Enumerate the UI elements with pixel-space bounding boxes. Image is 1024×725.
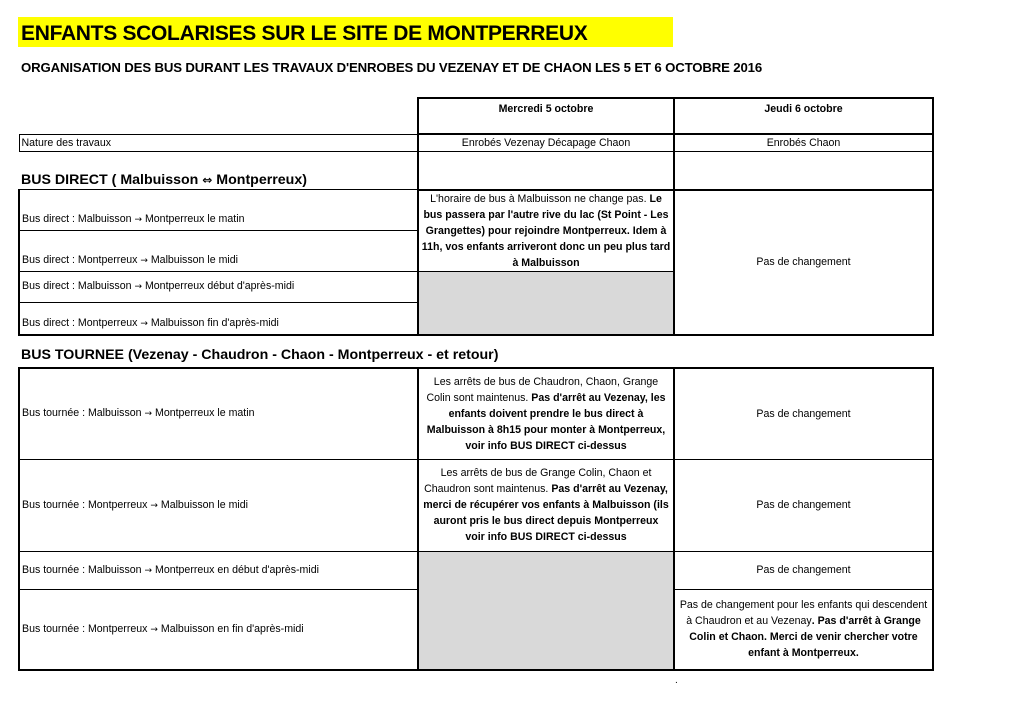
- footer-mark: .: [675, 675, 678, 686]
- page-subtitle: ORGANISATION DES BUS DURANT LES TRAVAUX D'ENROBES DU VEZENAY ET DE CHAON LES 5 ET 6 OCTOBRE 2016: [21, 60, 763, 75]
- gray-cell: [418, 551, 674, 670]
- bus-tournee-r1-jeudi: Pas de changement: [674, 368, 933, 459]
- right-arrow-icon: →: [150, 624, 158, 635]
- bus-direct-table: [18, 97, 934, 336]
- bus-tournee-r2-mercredi: Les arrêts de bus de Grange Colin, Chaon et Chaudron sont maintenus. Pas d'arrêt au Vezenay, merci de récupérer vos enfants à Malbuisson (ils auront pris le bus direct depuis Montperreux voir info BUS DIRECT ci-dessus: [418, 459, 674, 551]
- bidirectional-arrow-icon: ⇔: [202, 173, 213, 187]
- bus-direct-heading: [19, 152, 418, 190]
- gray-cell: [418, 271, 674, 335]
- bus-direct-heading-a: BUS DIRECT ( Malbuisson: [21, 172, 203, 188]
- bus-tournee-table: [18, 367, 934, 671]
- header-mercredi: Mercredi 5 octobre: [418, 98, 674, 134]
- empty-cell: [418, 152, 674, 190]
- nature-label: Nature des travaux: [19, 134, 418, 152]
- bus-direct-heading-b: Montperreux): [212, 172, 307, 188]
- empty-cell: [674, 152, 933, 190]
- bus-tournee-r4-jeudi: Pas de changement pour les enfants qui descendent à Chaudron et au Vezenay. Pas d'arrêt à Grange Colin et Chaon. Merci de venir chercher votre enfant à Montperreux.: [674, 589, 933, 670]
- right-arrow-icon: →: [140, 319, 148, 329]
- bus-direct-row-4: Bus direct : Montperreux → Malbuisson fin d'après-midi: [19, 302, 418, 335]
- bus-direct-row-3: Bus direct : Malbuisson → Montperreux début d'après-midi: [19, 271, 418, 302]
- bus-tournee-row-3: Bus tournée : Malbuisson → Montperreux en début d'après-midi: [19, 551, 418, 589]
- bus-direct-jeudi: Pas de changement: [674, 190, 933, 336]
- bus-tournee-heading: BUS TOURNEE (Vezenay - Chaudron - Chaon - Montperreux - et retour): [21, 347, 499, 363]
- bus-tournee-row-2: Bus tournée : Montperreux → Malbuisson le midi: [19, 459, 418, 551]
- nature-mercredi: Enrobés Vezenay Décapage Chaon: [418, 134, 674, 152]
- bus-tournee-r1-mercredi: Les arrêts de bus de Chaudron, Chaon, Grange Colin sont maintenus. Pas d'arrêt au Vezenay, les enfants doivent prendre le bus direct à Malbuisson à 8h15 pour monter à Montperreux, voir info BUS DIRECT ci-dessus: [418, 368, 674, 459]
- bus-tournee-r2-jeudi: Pas de changement: [674, 459, 933, 551]
- right-arrow-icon: →: [140, 255, 148, 266]
- right-arrow-icon: →: [134, 282, 143, 292]
- right-arrow-icon: →: [150, 500, 158, 511]
- right-arrow-icon: →: [134, 214, 143, 225]
- right-arrow-icon: →: [144, 409, 153, 420]
- header-jeudi: Jeudi 6 octobre: [674, 98, 933, 134]
- bus-direct-mercredi-note: L'horaire de bus à Malbuisson ne change pas. Le bus passera par l'autre rive du lac (St Point - Les Grangettes) pour rejoindre Montperreux. Idem à 11h, vos enfants arriveront donc un peu plus tard à Malbuisson: [418, 190, 674, 272]
- bus-tournee-row-4: Bus tournée : Montperreux → Malbuisson en fin d'après-midi: [19, 589, 418, 670]
- bus-direct-row-1: Bus direct : Malbuisson → Montperreux le matin: [19, 190, 418, 231]
- bus-tournee-r3-jeudi: Pas de changement: [674, 551, 933, 589]
- nature-jeudi: Enrobés Chaon: [674, 134, 933, 152]
- right-arrow-icon: →: [144, 565, 153, 576]
- page-title: ENFANTS SCOLARISES SUR LE SITE DE MONTPERREUX: [18, 17, 673, 47]
- bus-tournee-row-1: Bus tournée : Malbuisson → Montperreux le matin: [19, 368, 418, 459]
- bus-direct-row-2: Bus direct : Montperreux → Malbuisson le midi: [19, 230, 418, 271]
